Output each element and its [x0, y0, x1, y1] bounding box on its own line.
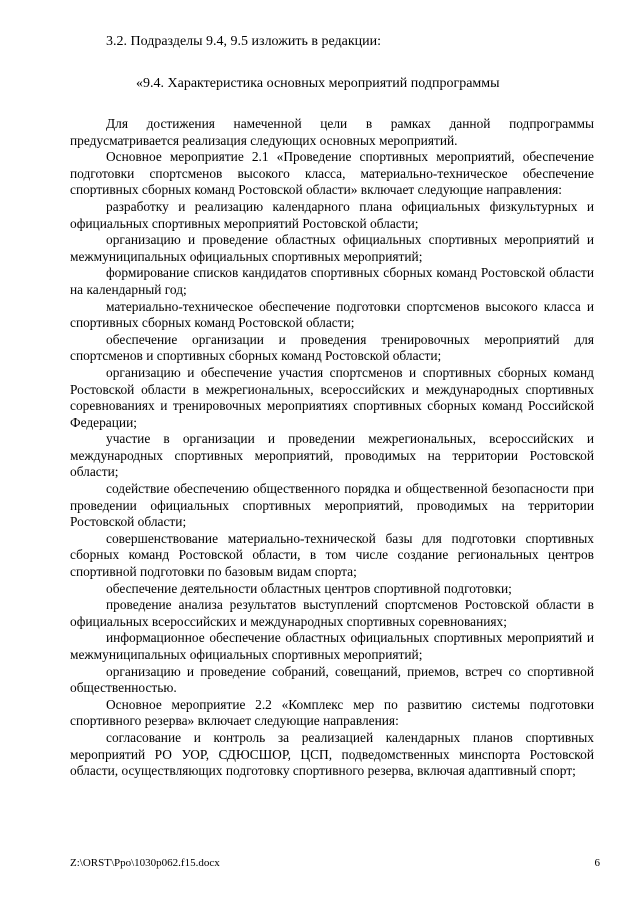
- paragraph: проведение анализа результатов выступлений спортсменов Ростовской области в официальных всероссийских и международных спортивных соревнованиях;: [70, 597, 594, 629]
- paragraph: формирование списков кандидатов спортивных сборных команд Ростовской области на календарный год;: [70, 265, 594, 297]
- paragraph: разработку и реализацию календарного плана официальных физкультурных и официальных спортивных мероприятий Ростовской области;: [70, 198, 594, 231]
- section-heading: «9.4. Характеристика основных мероприятий подпрограммы: [136, 76, 500, 91]
- paragraph: обеспечение деятельности областных центров спортивной подготовки;: [106, 580, 512, 596]
- footer-file-path: Z:\ORST\Ppo\1030p062.f15.docx: [70, 857, 220, 869]
- paragraph: Для достижения намеченной цели в рамках данной подпрограммы предусматривается реализация следующих основных мероприятий.: [70, 116, 594, 148]
- paragraph: содействие обеспечению общественного порядка и общественной безопасности при проведении официальных спортивных мероприятий, проводимых на территории Ростовской области;: [70, 481, 594, 530]
- document-body: [70, 34, 594, 780]
- intro-line: 3.2. Подразделы 9.4, 9.5 изложить в редакции:: [106, 34, 382, 49]
- paragraph: информационное обеспечение областных официальных спортивных мероприятий и межмуниципальных официальных спортивных мероприятий;: [70, 630, 594, 662]
- paragraph: Основное мероприятие 2.2 «Комплекс мер по развитию системы подготовки спортивного резерва» включает следующие направления:: [70, 696, 594, 729]
- paragraph: участие в организации и проведении межрегиональных, всероссийских и международных спортивных мероприятий, проводимых на территории Ростовской области;: [70, 431, 594, 480]
- paragraph: организацию и проведение областных официальных спортивных мероприятий и межмуниципальных официальных спортивных мероприятий;: [70, 232, 594, 264]
- paragraph: согласование и контроль за реализацией календарных планов спортивных мероприятий РО УОР, СДЮСШОР, ЦСП, подведомственных минспорта Ростовской области, осуществляющих подготовку спортивного резерва, включая адаптивный спорт;: [70, 729, 594, 779]
- paragraph: совершенствование материально-технической базы для подготовки спортивных сборных команд Ростовской области, в том числе создание региональных центров спортивной подготовки по базовым видам спорта;: [70, 530, 594, 580]
- paragraph: организацию и обеспечение участия спортсменов и спортивных сборных команд Ростовской области в межрегиональных, всероссийских и международных спортивных соревнованиях и тренировочных мероприятиях спортивных сборных команд Российской Федерации;: [70, 364, 594, 430]
- paragraph-list: [70, 116, 594, 780]
- paragraph: материально-техническое обеспечение подготовки спортсменов высокого класса и спортивных сборных команд Ростовской области;: [70, 298, 594, 331]
- paragraph: Основное мероприятие 2.1 «Проведение спортивных мероприятий, обеспечение подготовки спортсменов высокого класса, материально-техническое обеспечение спортивных сборных команд Ростовской области» включает следующие направления:: [70, 149, 594, 198]
- page-number: 6: [594, 857, 600, 869]
- paragraph: обеспечение организации и проведения тренировочных мероприятий для спортсменов и спортивных сборных команд Ростовской области;: [70, 331, 594, 364]
- paragraph: организацию и проведение собраний, совещаний, приемов, встреч со спортивной общественностью.: [70, 663, 594, 696]
